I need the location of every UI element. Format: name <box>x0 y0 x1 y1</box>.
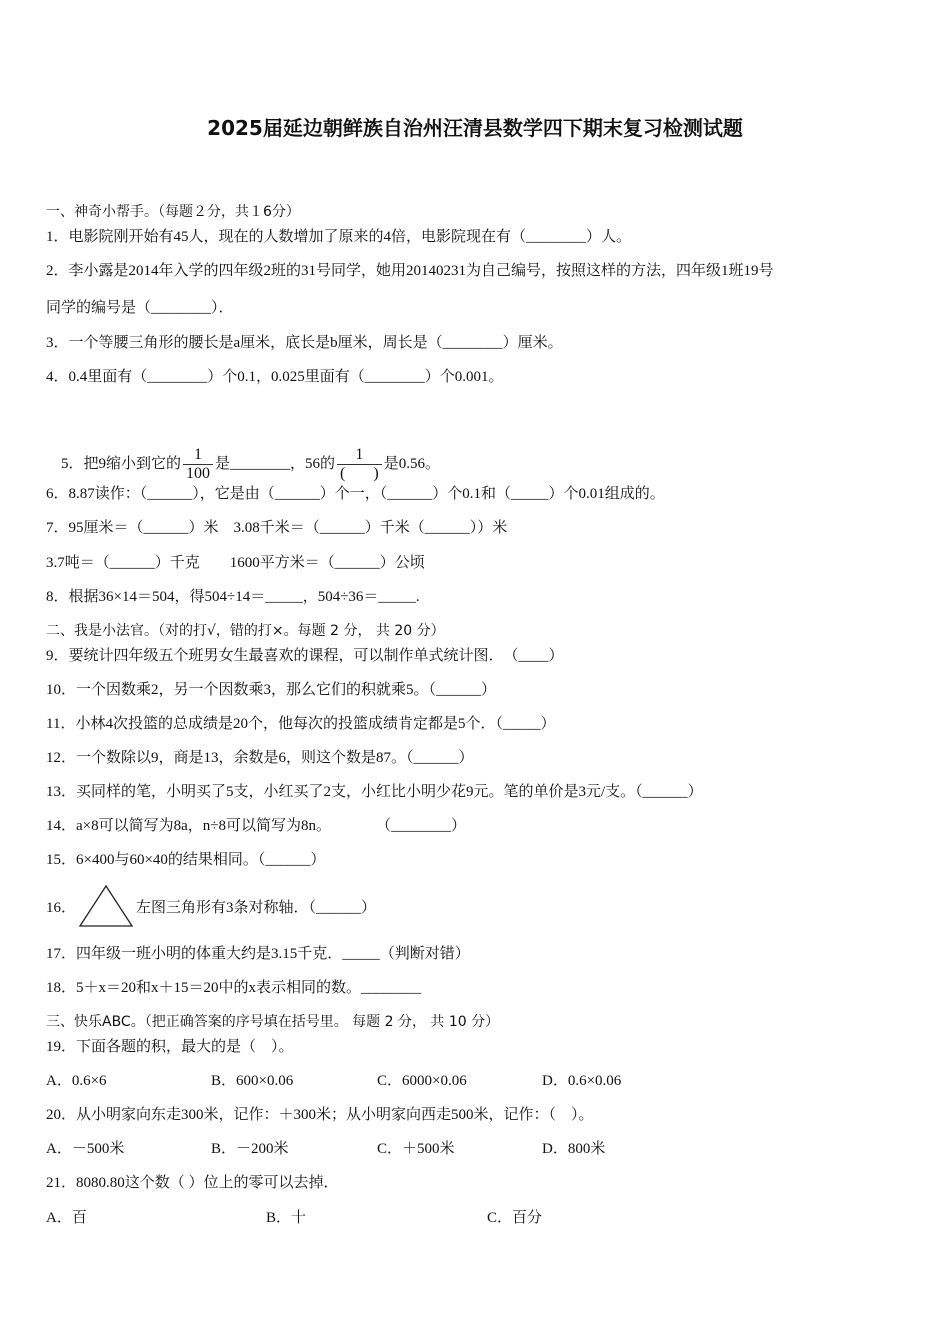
triangle-figure <box>78 884 134 928</box>
question-7-line-2: 3.7吨＝（______）千克 1600平方米＝（______）公顷 <box>46 555 425 571</box>
question-16-text: 左图三角形有3条对称轴．（______） <box>136 900 377 916</box>
question-17: 17．四年级一班小明的体重大约是3.15千克．_____（判断对错） <box>46 946 470 962</box>
question-19: 19．下面各题的积，最大的是（ ）。 <box>46 1039 294 1055</box>
question-15: 15．6×400与60×40的结果相同。（______） <box>46 852 326 868</box>
question-5-part-c: 是0.56。 <box>383 456 440 472</box>
fraction-denominator-blank: ( ) <box>340 465 379 483</box>
question-18: 18．5＋x＝20和x＋15＝20中的x表示相同的数。________ <box>46 980 422 996</box>
question-5-part-b: 是________，56的 <box>215 456 336 472</box>
question-20-option-d: D．800米 <box>542 1141 606 1157</box>
question-5 <box>46 404 440 524</box>
question-20-option-b: B．－200米 <box>211 1141 289 1157</box>
question-1: 1．电影院刚开始有45人，现在的人数增加了原来的4倍，电影院现在有（________）人。 <box>46 229 632 245</box>
fraction-denominator: 100 <box>186 465 211 483</box>
section-1-heading: 一、神奇小帮手。（每题２分，共１6分） <box>46 204 300 220</box>
question-21-option-b: B．十 <box>266 1210 307 1226</box>
question-12: 12．一个数除以9，商是13，余数是6，则这个数是87。（______） <box>46 750 474 766</box>
question-2-line-2: 同学的编号是（________）． <box>46 300 234 316</box>
question-10: 10．一个因数乘2，另一个因数乘3，那么它们的积就乘5。（______） <box>46 682 497 698</box>
section-2-heading: 二、我是小法官。（对的打√，错的打×。每题 2 分， 共 20 分） <box>46 623 445 639</box>
question-21-option-c: C．百分 <box>487 1210 543 1226</box>
question-21: 21．8080.80这个数（ ）位上的零可以去掉． <box>46 1175 339 1191</box>
question-9: 9．要统计四年级五个班男女生最喜欢的课程，可以制作单式统计图． （____） <box>46 648 564 664</box>
question-6: 6．8.87读作：（______），它是由（______）个一，（______）个0.1和（_____）个0.01组成的。 <box>46 486 665 502</box>
question-19-option-c: C．6000×0.06 <box>377 1073 467 1089</box>
question-8: 8．根据36×14＝504，得504÷14＝_____，504÷36＝_____. <box>46 589 420 605</box>
question-19-option-b: B．600×0.06 <box>211 1073 294 1089</box>
question-2-line-1: 2．李小露是2014年入学的四年级2班的31号同学，她用20140231为自己编号，按照这样的方法，四年级1班19号 <box>46 263 774 279</box>
fraction-numerator: 1 <box>183 446 213 465</box>
question-7-line-1: 7．95厘米＝（______）米 3.08千米＝（______）千米（______））米 <box>46 520 508 536</box>
question-11: 11．小林4次投篮的总成绩是20个，他每次的投篮成绩肯定都是5个．（_____） <box>46 716 556 732</box>
fraction-one-hundredth <box>183 446 213 483</box>
question-19-option-a: A．0.6×6 <box>46 1073 107 1089</box>
question-4: 4．0.4里面有（________）个0.1，0.025里面有（________）个0.001。 <box>46 369 504 385</box>
question-14: 14．a×8可以简写为8a，n÷8可以简写为8n。 （________） <box>46 818 467 834</box>
fraction-blank <box>337 446 382 483</box>
question-20-option-a: A．－500米 <box>46 1141 125 1157</box>
section-3-heading: 三、快乐ABC。（把正确答案的序号填在括号里。 每题 2 分， 共 10 分） <box>46 1014 500 1030</box>
question-16-number: 16． <box>46 900 77 916</box>
question-21-option-a: A．百 <box>46 1210 87 1226</box>
question-20-option-c: C．＋500米 <box>377 1141 455 1157</box>
question-19-option-d: D．0.6×0.06 <box>542 1073 622 1089</box>
question-20: 20．从小明家向东走300米，记作：＋300米；从小明家向西走500米，记作：（ ）。 <box>46 1107 594 1123</box>
question-5-part-a: 5．把9缩小到它的 <box>61 456 182 472</box>
page-title: 2025届延边朝鲜族自治州汪清县数学四下期末复习检测试题 <box>207 116 743 140</box>
question-3: 3．一个等腰三角形的腰长是a厘米，底长是b厘米，周长是（________）厘米。 <box>46 335 563 351</box>
fraction-numerator: 1 <box>337 446 382 465</box>
question-13: 13．买同样的笔，小明买了5支，小红买了2支，小红比小明少花9元。笔的单价是3元/支。（______） <box>46 784 703 800</box>
